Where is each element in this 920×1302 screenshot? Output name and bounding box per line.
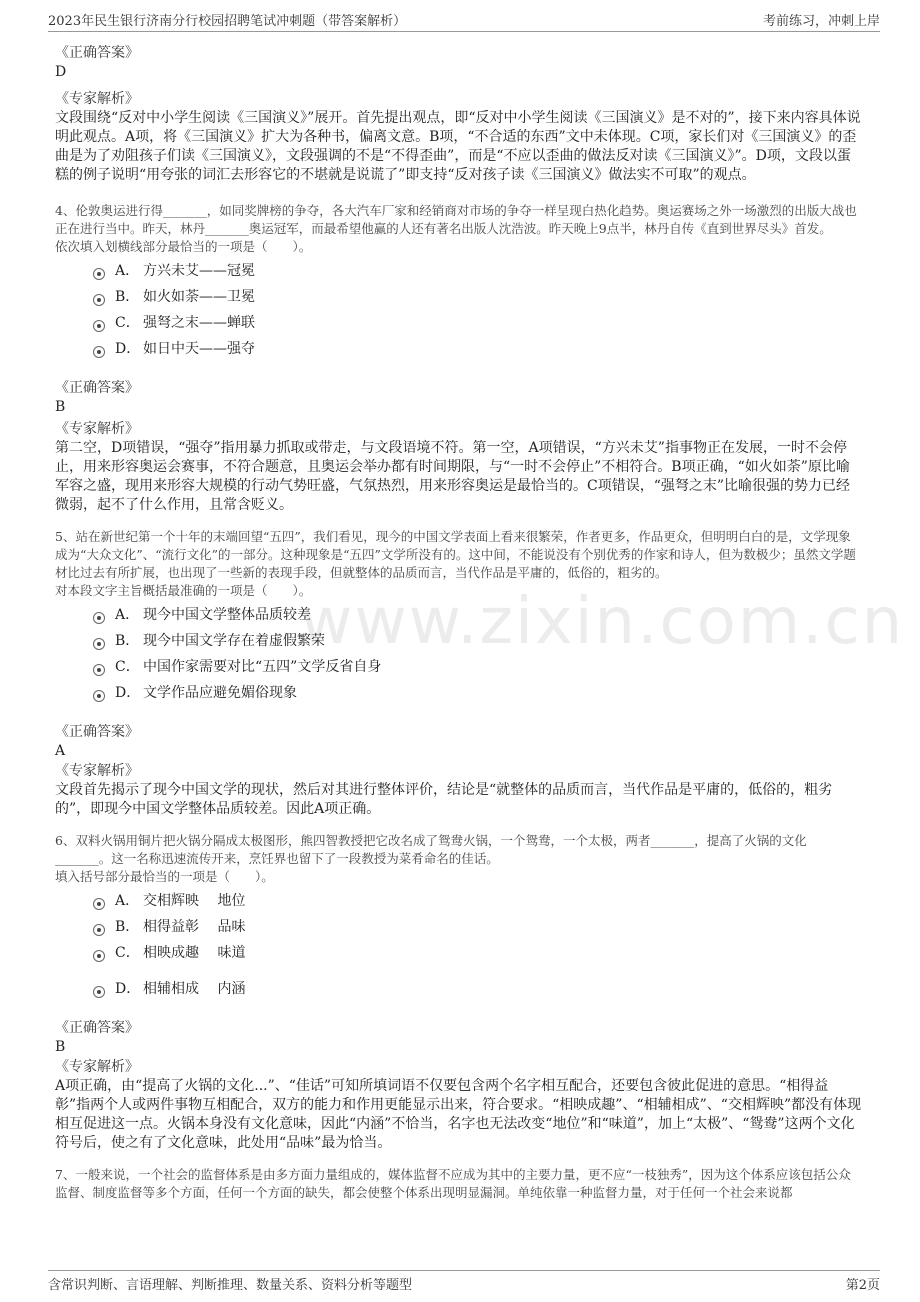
option-d[interactable] [93, 336, 862, 362]
question-text: 4、伦敦奥运进行得_______，如同奖牌榜的争夺，各大汽车厂家和经销商对市场的争夺一样呈现白热化趋势。奥运赛场之外一场激烈的出版大战也正在进行当中。昨天，林丹_______奥运冠军，而最希望他赢的人还有著名出版人沈浩波。昨天晚上9点半，林丹自传《直到世界尽头》首发。 [55, 203, 857, 236]
option-b[interactable] [93, 914, 862, 940]
explanation-text: A项正确，由“提高了火锅的文化...”、“佳话”可知所填词语不仅要包含两个名字相互配合，还要包含彼此促进的意思。“相得益彰”指两个人或两件事物互相配合，双方的能力和作用更能显示出来，符合要求。“相映成趣”、“相辅相成”、“交相辉映”都没有体现相互促进这一点。火锅本身没有文化意味，因此“内涵”不恰当，名字也无法改变“地位”和“味道”，加上“太极”、“鸳鸯”这两个文化符号后，使之有了文化意味，此处用“品味”最为恰当。 [55, 1078, 862, 1151]
option-letter: B． [115, 289, 140, 305]
option-a[interactable] [93, 602, 862, 628]
question-prompt: 填入括号部分最恰当的一项是（ ）。 [55, 869, 274, 884]
page-number: 第2页 [845, 1278, 880, 1293]
question-text: 6、双料火锅用铜片把火锅分隔成太极图形，熊四智教授把它改名成了鸳鸯火锅，一个鸳鸯，一个太极，两者_______，提高了火锅的文化_______。这一名称迅速流传开来，烹饪界也留下了一段教授为菜肴命名的佳话。 [55, 833, 807, 866]
answer-value: D [55, 64, 67, 80]
radio-icon[interactable] [93, 898, 105, 910]
explanation-text: 文段围绕“反对中小学生阅读《三国演义》”展开。首先提出观点，即“反对中小学生阅读《三国演义》是不对的”，接下来内容具体说明此观点。A项，将《三国演义》扩大为各种书，偏离文意。B项，“不合适的东西”文中未体现。C项，家长们对《三国演义》的歪曲是为了劝阻孩子们读《三国演义》，文段强调的不是“不得歪曲”，而是“不应以歪曲的做法反对读《三国演义》”。D项，文段以蛋糕的例子说明“用夸张的词汇去形容它的不堪就是说谎了”即支持“反对孩子读《三国演义》做法实不可取”的观点。 [55, 110, 861, 183]
question-text: 7、一般来说，一个社会的监督体系是由多方面力量组成的，媒体监督不应成为其中的主要力量，更不应“一枝独秀”，因为这个体系应该包括公众监督、制度监督等多个方面，任何一个方面的缺失，都会使整个体系出现明显漏洞。单纯依靠一种监督力量，对于任何一个社会来说都 [55, 1167, 851, 1200]
footer-topics: 含常识判断、言语理解、判断推理、数量关系、资料分析等题型 [48, 1278, 413, 1293]
option-c[interactable] [93, 310, 862, 336]
radio-icon[interactable] [93, 612, 105, 624]
answer-value: B [55, 399, 66, 415]
option-a[interactable] [93, 888, 862, 914]
option-letter: A． [115, 607, 140, 623]
question-prompt: 对本段文字主旨概括最准确的一项是（ ）。 [55, 583, 312, 598]
option-text: 如火如荼——卫冕 [143, 289, 255, 305]
answer-label: 《正确答案》 [55, 1020, 139, 1036]
option-letter: B． [115, 633, 140, 649]
question-5 [55, 528, 862, 819]
radio-icon[interactable] [93, 268, 105, 280]
answer-block-3 [55, 44, 862, 185]
page-header [48, 10, 880, 32]
watermark: www.zixin.com.cn [300, 585, 905, 659]
option-text: 方兴未艾——冠冕 [143, 263, 255, 279]
answer-value: B [55, 1039, 66, 1055]
option-text: 如日中天——强夺 [143, 341, 255, 357]
radio-icon[interactable] [93, 664, 105, 676]
option-a[interactable] [93, 258, 862, 284]
option-text: 相辅相成 内涵 [143, 981, 246, 997]
answer-label: 《正确答案》 [55, 380, 139, 396]
option-d[interactable] [93, 680, 862, 706]
option-b[interactable] [93, 628, 862, 654]
question-6 [55, 832, 862, 1153]
option-text: 现今中国文学整体品质较差 [143, 607, 311, 623]
radio-icon[interactable] [93, 924, 105, 936]
radio-icon[interactable] [93, 986, 105, 998]
option-letter: D． [115, 981, 141, 997]
answer-label: 《正确答案》 [55, 45, 139, 61]
header-slogan: 考前练习，冲刺上岸 [762, 14, 880, 29]
question-4 [55, 202, 862, 515]
explanation-label: 《专家解析》 [55, 763, 139, 779]
option-text: 文学作品应避免媚俗现象 [143, 685, 297, 701]
option-letter: C． [115, 315, 140, 331]
question-text: 5、站在新世纪第一个十年的末端回望“五四”，我们看见，现今的中国文学表面上看来很繁荣，作者更多，作品更众，但明明白白的是，文学现象成为“大众文化”、“流行文化”的一部分。这种现象是“五四”文学所没有的。这中间，不能说没有个别优秀的作家和诗人，但为数极少；虽然文学题材比过去有所扩展，也出现了一些新的表现手段，但就整体的品质而言，当代作品是平庸的，低俗的，粗劣的。 [55, 529, 856, 580]
option-text: 相映成趣 味道 [143, 945, 246, 961]
radio-icon[interactable] [93, 320, 105, 332]
radio-icon[interactable] [93, 950, 105, 962]
document-title: 2023年民生银行济南分行校园招聘笔试冲刺题（带答案解析） [48, 14, 407, 29]
question-prompt: 依次填入划横线部分最恰当的一项是（ ）。 [55, 239, 312, 254]
radio-icon[interactable] [93, 638, 105, 650]
explanation-label: 《专家解析》 [55, 1059, 139, 1075]
option-letter: C． [115, 945, 140, 961]
radio-icon[interactable] [93, 690, 105, 702]
radio-icon[interactable] [93, 346, 105, 358]
page-footer [48, 1270, 880, 1292]
option-letter: A． [115, 893, 140, 909]
page-content [55, 44, 862, 1202]
question-7 [55, 1166, 862, 1202]
option-letter: C． [115, 659, 140, 675]
option-c[interactable] [93, 654, 862, 680]
option-d[interactable] [93, 976, 862, 1002]
option-letter: A． [115, 263, 140, 279]
explanation-text: 文段首先揭示了现今中国文学的现状，然后对其进行整体评价，结论是“就整体的品质而言，当代作品是平庸的，低俗的，粗劣的”，即现今中国文学整体品质较差。因此A项正确。 [55, 782, 833, 817]
answer-value: A [55, 743, 66, 759]
option-c[interactable] [93, 940, 862, 966]
option-letter: D． [115, 685, 141, 701]
explanation-text: 第二空，D项错误，“强夺”指用暴力抓取或带走，与文段语境不符。第一空，A项错误，“方兴未艾”指事物正在发展，一时不会停止，用来形容奥运会赛事，不符合题意，且奥运会举办都有时间期限，与“一时不会停止”不相符合。B项正确，“如火如荼”原比喻军容之盛，现用来形容大规模的行动气势旺盛，气氛热烈，用来形容奥运是最恰当的。C项错误，“强弩之末”比喻很强的势力已经微弱，起不了什么作用，且常含贬义。 [55, 440, 851, 513]
option-list [55, 602, 862, 706]
radio-icon[interactable] [93, 294, 105, 306]
option-list [55, 888, 862, 1002]
option-text: 强弩之末——蝉联 [143, 315, 255, 331]
option-text: 现今中国文学存在着虚假繁荣 [143, 633, 325, 649]
option-letter: D． [115, 341, 141, 357]
explanation-label: 《专家解析》 [55, 91, 139, 107]
explanation-label: 《专家解析》 [55, 421, 139, 437]
option-letter: B． [115, 919, 140, 935]
option-list [55, 258, 862, 362]
answer-label: 《正确答案》 [55, 724, 139, 740]
option-text: 中国作家需要对比“五四”文学反省自身 [143, 659, 382, 675]
option-b[interactable] [93, 284, 862, 310]
option-text: 相得益彰 品味 [143, 919, 246, 935]
option-text: 交相辉映 地位 [143, 893, 246, 909]
